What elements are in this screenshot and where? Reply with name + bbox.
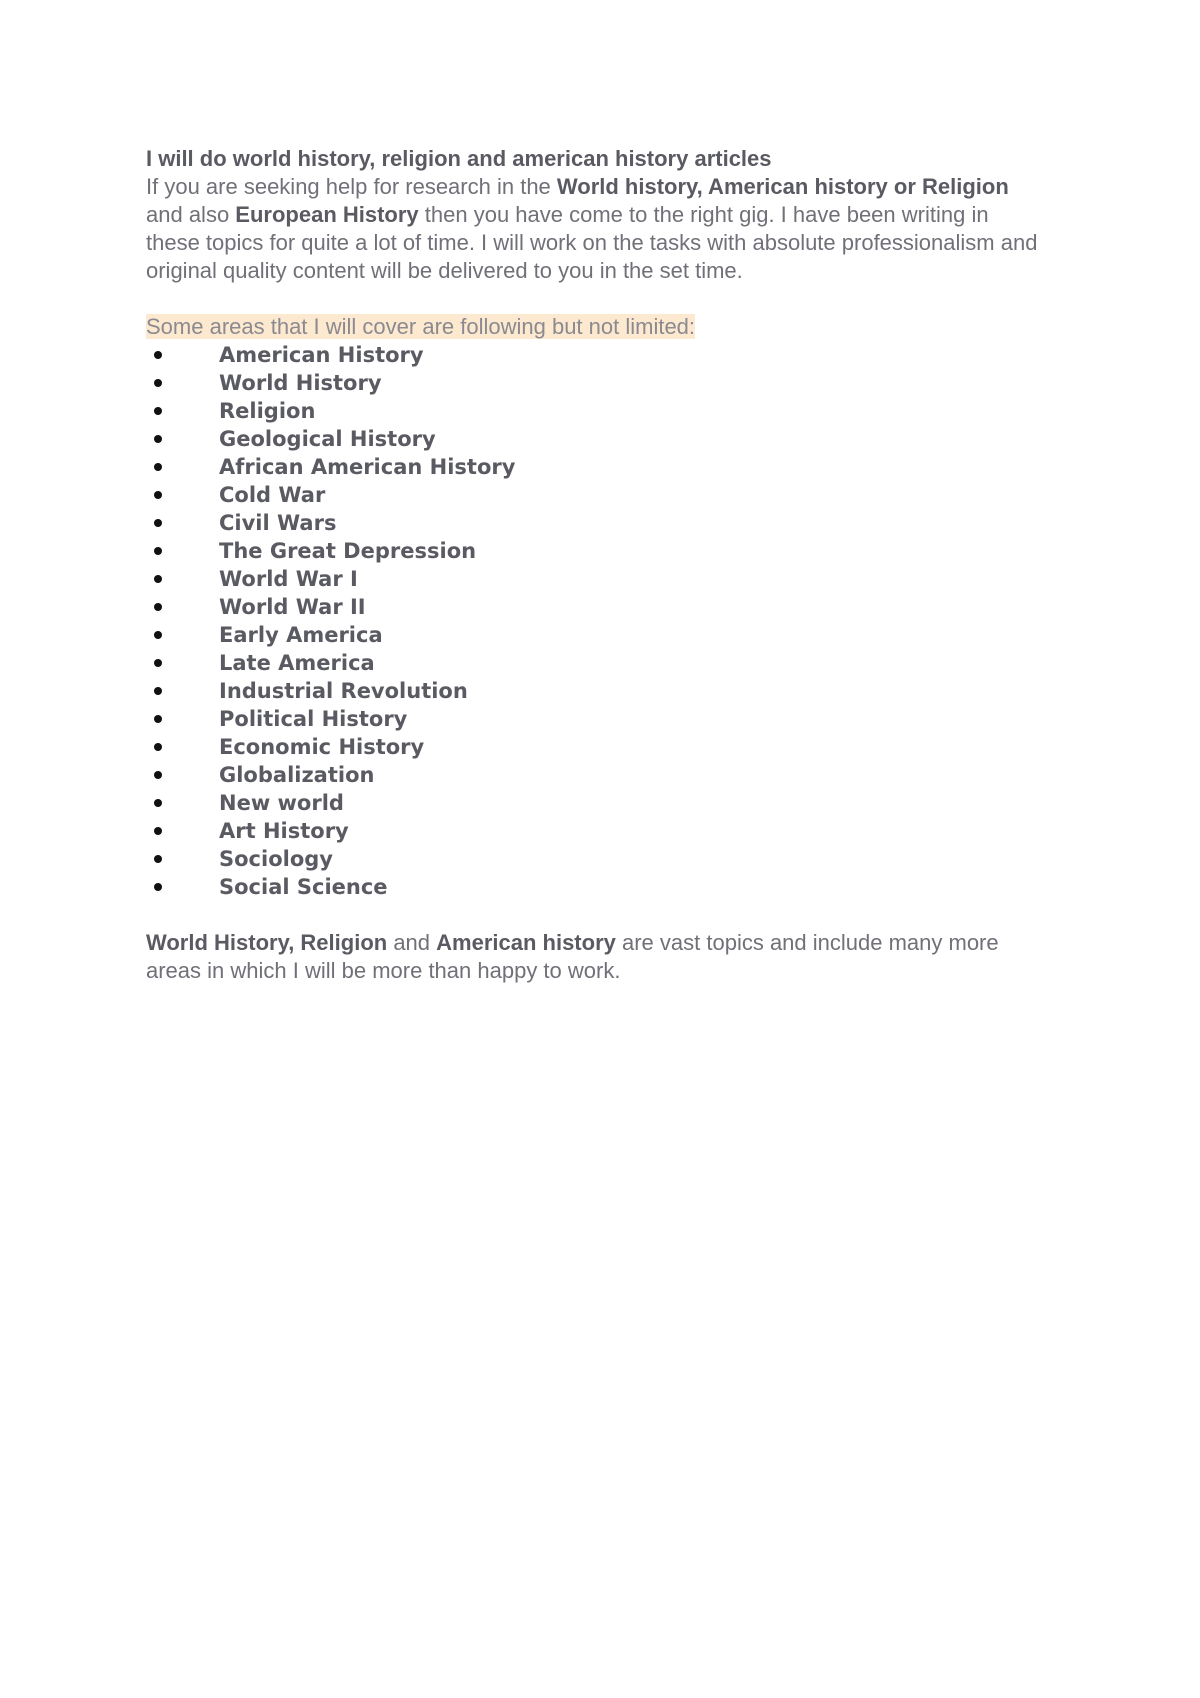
topic-label: Social Science: [219, 875, 388, 899]
closing-text-1: and: [387, 930, 437, 955]
paragraph-spacer: [146, 285, 1046, 313]
topic-label: World War I: [219, 567, 358, 591]
intro-paragraph: [146, 173, 1046, 285]
topic-label: Political History: [219, 707, 408, 731]
list-item: [146, 705, 1046, 733]
bullet-icon: [154, 491, 162, 499]
bullet-icon: [154, 799, 162, 807]
paragraph-spacer: [146, 901, 1046, 929]
list-item: [146, 845, 1046, 873]
bullet-icon: [154, 883, 162, 891]
list-item: [146, 509, 1046, 537]
list-item: [146, 677, 1046, 705]
topic-label: Economic History: [219, 735, 425, 759]
list-item: [146, 789, 1046, 817]
topic-label: World War II: [219, 595, 366, 619]
bullet-icon: [154, 743, 162, 751]
list-item: [146, 565, 1046, 593]
intro-text-1: If you are seeking help for research in the: [146, 174, 557, 199]
intro-text-3: then you have come to the right gig. I have been writing in these topics for quite a lot of time. I will work on the tasks with absolute professionalism and original quality content will be delivered to you in the set time.: [146, 202, 1038, 283]
list-item: [146, 453, 1046, 481]
list-item: [146, 481, 1046, 509]
bullet-icon: [154, 463, 162, 471]
list-item: [146, 425, 1046, 453]
bullet-icon: [154, 547, 162, 555]
bullet-icon: [154, 379, 162, 387]
list-item: [146, 369, 1046, 397]
closing-paragraph: [146, 929, 1046, 985]
bullet-icon: [154, 519, 162, 527]
areas-intro-highlight: Some areas that I will cover are following but not limited:: [146, 314, 696, 339]
bullet-icon: [154, 771, 162, 779]
topic-list: [146, 341, 1046, 901]
list-item: [146, 621, 1046, 649]
document-title: I will do world history, religion and american history articles: [146, 146, 772, 171]
topic-label: African American History: [219, 455, 516, 479]
bullet-icon: [154, 407, 162, 415]
list-item: [146, 873, 1046, 901]
list-item: [146, 397, 1046, 425]
topic-label: Civil Wars: [219, 511, 337, 535]
topic-label: Religion: [219, 399, 316, 423]
list-item: [146, 817, 1046, 845]
closing-bold-2: American history: [436, 930, 616, 955]
topic-label: The Great Depression: [219, 539, 477, 563]
intro-bold-2: European History: [235, 202, 419, 227]
list-item: [146, 649, 1046, 677]
list-item: [146, 537, 1046, 565]
areas-intro: [146, 313, 1046, 341]
intro-bold-1: World history, American history or Religion: [556, 174, 1009, 199]
topic-label: American History: [219, 343, 424, 367]
topic-label: World History: [219, 371, 382, 395]
bullet-icon: [154, 855, 162, 863]
bullet-icon: [154, 715, 162, 723]
topic-label: Industrial Revolution: [219, 679, 468, 703]
bullet-icon: [154, 659, 162, 667]
bullet-icon: [154, 351, 162, 359]
list-item: [146, 593, 1046, 621]
list-item: [146, 733, 1046, 761]
bullet-icon: [154, 827, 162, 835]
bullet-icon: [154, 575, 162, 583]
topic-label: Sociology: [219, 847, 333, 871]
intro-text-2: and also: [146, 202, 236, 227]
topic-label: Art History: [219, 819, 349, 843]
list-item: [146, 341, 1046, 369]
bullet-icon: [154, 631, 162, 639]
closing-text-2: are vast topics and include many more areas in which I will be more than happy to work.: [146, 930, 999, 983]
bullet-icon: [154, 603, 162, 611]
bullet-icon: [154, 687, 162, 695]
document-body: [146, 145, 1046, 985]
topic-label: Early America: [219, 623, 383, 647]
topic-label: Geological History: [219, 427, 436, 451]
list-item: [146, 761, 1046, 789]
bullet-icon: [154, 435, 162, 443]
topic-label: New world: [219, 791, 344, 815]
topic-label: Cold War: [219, 483, 326, 507]
closing-bold-1: World History, Religion: [146, 930, 388, 955]
topic-label: Late America: [219, 651, 375, 675]
topic-label: Globalization: [219, 763, 375, 787]
